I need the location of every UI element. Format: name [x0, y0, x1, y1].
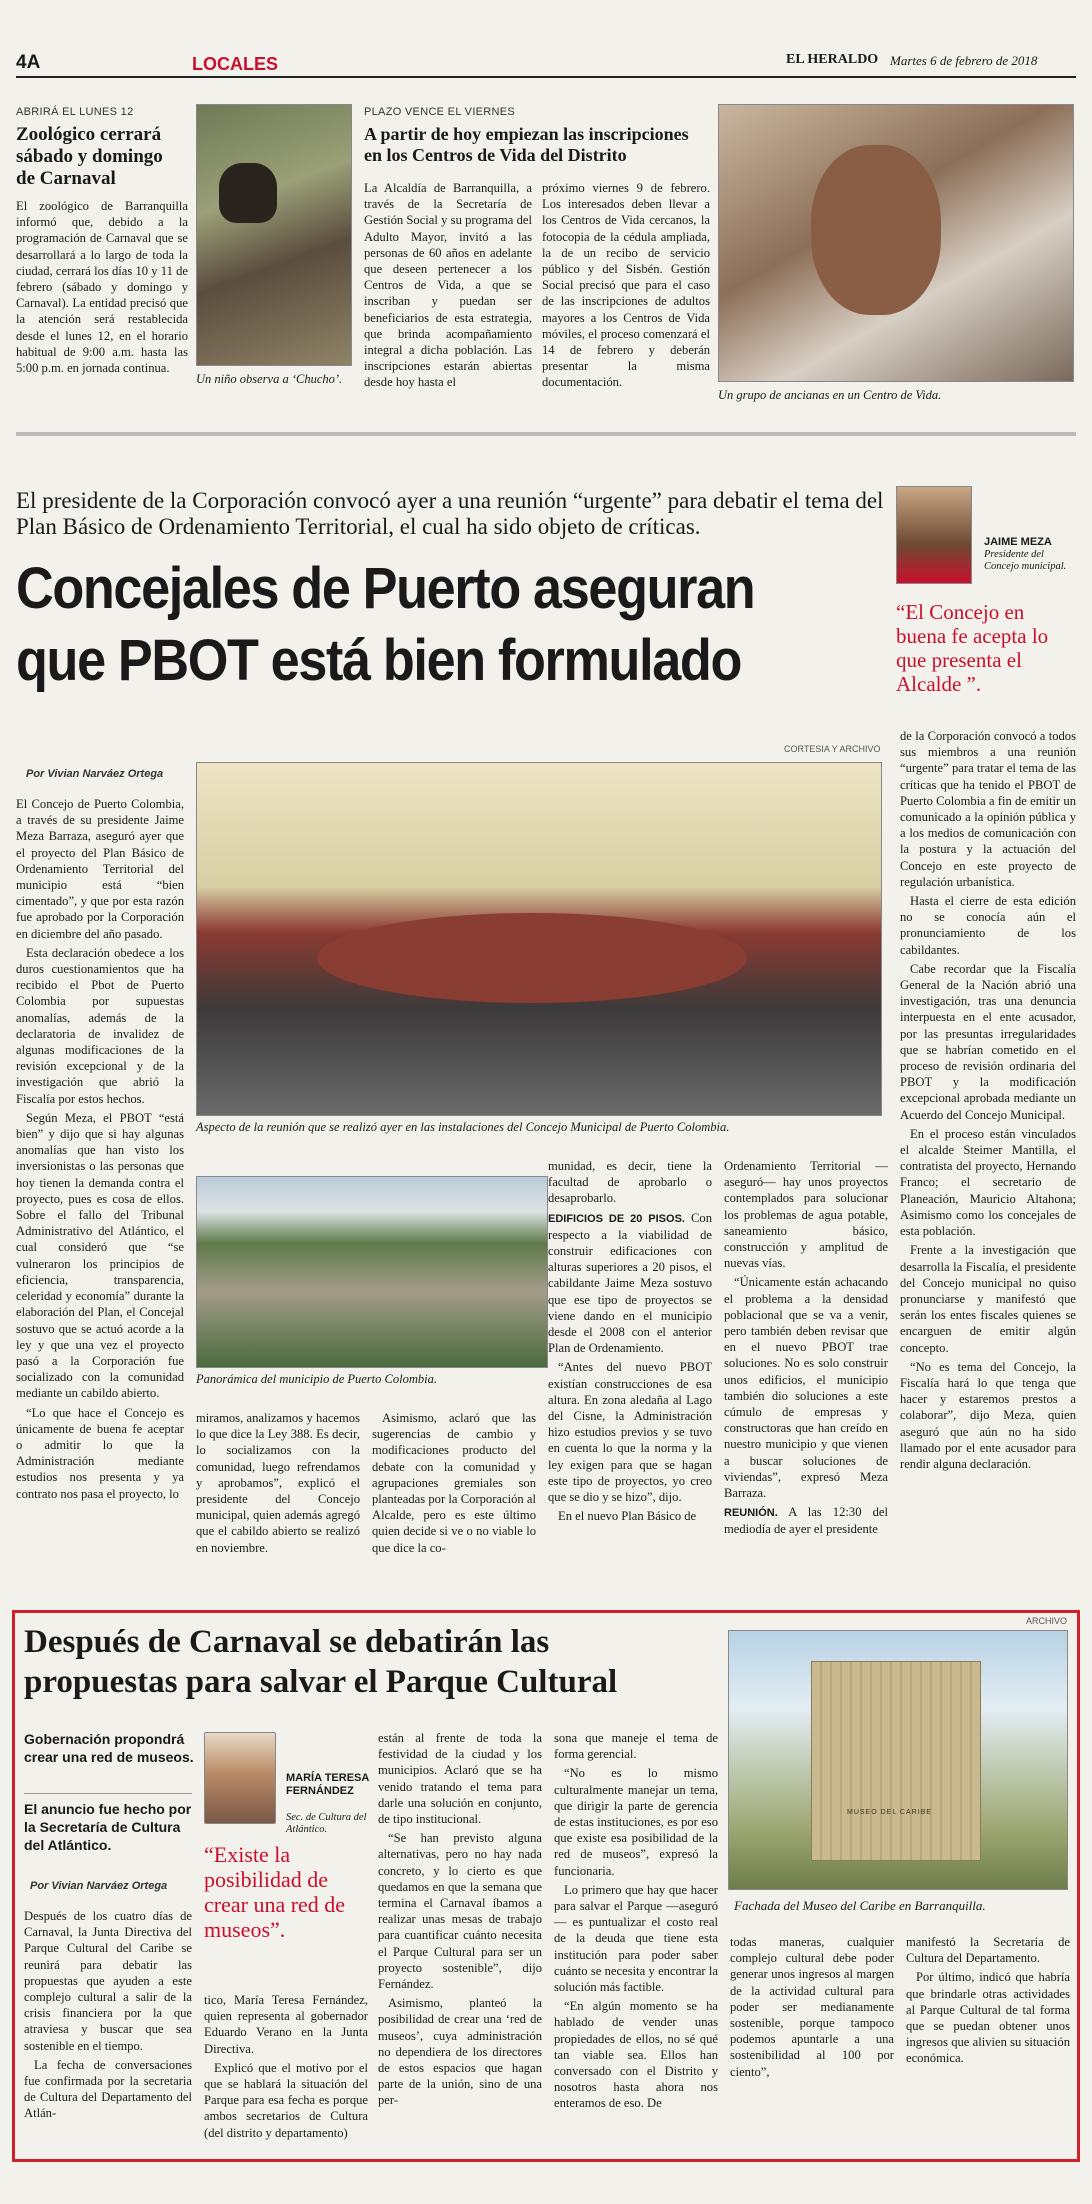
pbot-col6-p5: Frente a la investigación que desarrolla la Fiscalía, el presidente del Concejo municipal no quiso pronunciarse y manifestó que serán los entes fiscales quienes se encarguen de emitir algún concepto. [900, 1243, 1076, 1355]
pbot-col5-p1: Ordenamiento Territorial —aseguró— hay unos proyectos contemplados para solucionar los problemas de agua potable, saneamiento básico, construcción y amplitud de nuevas vías. [724, 1159, 888, 1271]
header-rule [16, 76, 1076, 78]
woman-face-shape [811, 145, 941, 315]
parque-col5-p1: todas maneras, cualquier complejo cultural debe poder generar unos ingresos al margen de la actividad cultural para poder ser medianamente sostenible, porque tampoco podemos apuntarle a una sostenibilidad al 100 por ciento”, [730, 1935, 894, 2079]
parque-summary-1: Gobernación propondrá crear una red de museos. [24, 1731, 194, 1765]
parque-col6-p1: manifestó la Secretaria de Cultura del Departamento. [906, 1935, 1070, 1966]
vida-headline: A partir de hoy empiezan las inscripciones en los Centros de Vida del Distrito [364, 124, 689, 165]
page-number: 4A [16, 52, 41, 73]
pbot-headline-line1: Concejales de Puerto aseguran [16, 556, 755, 621]
issue-date: Martes 6 de febrero de 2018 [890, 53, 1038, 68]
parque-col4-p2: “No es lo mismo culturalmente manejar un tema, que dirigir la parte de gerencia de estas instituciones, es por eso que existe esa posibilidad de la red de museos”, expresó la funcionaria. [554, 1766, 718, 1878]
parque-summary-2: El anuncio fue hecho por la Secretaría de Cultura del Atlántico. [24, 1801, 192, 1853]
pbot-col4 [548, 1158, 712, 1527]
pbot-col6-p1: de la Corporación convocó a todos sus miembros a una reunión “urgente” para tratar el tema de las críticas que ha tenido el PBOT de Puerto Colombia a fin de emitir un comunicado a la opinión pública y a los medios de comunicación con la postura y la actuación del Concejo en este proyecto de regulación urbanística. [900, 729, 1076, 889]
panorama-caption: Panorámica del municipio de Puerto Colombia. [196, 1372, 437, 1386]
museo-photo [728, 1630, 1068, 1890]
parque-summary-rule [24, 1793, 192, 1794]
parque-col2 [204, 1992, 368, 2144]
pbot-col3 [372, 1410, 536, 1559]
pbot-col5-p3: A las 12:30 del mediodía de ayer el presidente [724, 1505, 888, 1537]
parque-col6 [906, 1934, 1070, 2070]
parque-col3-p2: “Se han previsto alguna alternativas, pero no hay nada concreto, y lo cierto es que quedamos en que la semana que termina el Carnaval íbamos a realizar unas mesas de trabajo para cuantificar cuánto necesita el Parque Cultural para ser un proyecto sostenible”, dijo Fernández. [378, 1831, 542, 1992]
pbot-col1-p4: “Lo que hace el Concejo es únicamente de buena fe aceptar o admitir lo que la Administración mediante estudios nos presenta y ya contrato nos pasa el proyecto, lo [16, 1405, 184, 1501]
parque-headline-line1: Después de Carnaval se debatirán las [24, 1624, 550, 1660]
parque-col3 [378, 1730, 542, 2112]
parque-col4 [554, 1730, 718, 2115]
maria-teresa-quote: “Existe la posibilidad de crear una red de museos”. [204, 1842, 346, 1942]
zoo-headline: Zoológico cerrará sábado y domingo de Carnaval [16, 124, 163, 189]
panorama-photo [196, 1176, 548, 1368]
council-table-shape [317, 913, 747, 1003]
vida-col2: próximo viernes 9 de febrero. Los interesados deben llevar a los Centros de Vida cercanos, la fotocopia de la cédula ampliada, la de un recibo de servicio público y del Sisbén. Gestión Social precisó que para el caso de las inscripciones de adultos mayores a los Centros de Vida móviles, el proceso comenzará el 14 de febrero y deberán presentar la misma documentación. [542, 181, 710, 390]
maria-teresa-portrait [204, 1732, 276, 1824]
parque-col4-p1: sona que maneje el tema de forma gerencial. [554, 1731, 718, 1762]
pbot-col1-p3: Según Meza, el PBOT “está bien” y dijo que si hay algunas anomalías que han visto los inversionistas o las personas que hoy tienen la demanda contra el proyecto, pues es cosa de ellos. Sobre el fallo del Tribunal Administrativo del Atlántico, el cual consideró que “se vulneraron los principios de eficiencia, transparencia, celeridad y economía” durante la elaboración del Plan, el Concejal sostuvo que se actuó acorde a la ley y que una vez el proyecto pasó a la Corporación fue socializado con la comunidad mediante un cabildo abierto. [16, 1110, 184, 1401]
pbot-photo-credit: CORTESIA Y ARCHIVO [784, 744, 881, 754]
zoo-caption: Un niño observa a ‘Chucho’. [196, 372, 343, 386]
museo-building-shape [811, 1661, 981, 1861]
pbot-col2-p1: miramos, analizamos y hacemos lo que dice la Ley 388. Es decir, lo socializamos con la comunidad, luego refrendamos y aprobamos”, explicó el presidente del Concejo municipal, quien además agregó que el cabildo abierto se realizó en noviembre. [196, 1411, 360, 1555]
jaime-meza-portrait [896, 486, 972, 584]
council-meeting-caption: Aspecto de la reunión que se realizó ayer en las instalaciones del Concejo Municipal de Puerto Colombia. [196, 1120, 730, 1134]
jaime-meza-role: Presidente del Concejo municipal. [984, 549, 1067, 572]
pbot-col6-p6: “No es tema del Concejo, la Fiscalía hará lo que tenga que hacer y estaremos prestos a colaborar”, dijo Meza, quien aseguró que aún no ha sido llamado por el ente acusador para rendir alguna declaración. [900, 1359, 1076, 1471]
parque-byline: Por Vivian Narváez Ortega [30, 1880, 168, 1892]
parque-col3-p3: Asimismo, planteó la posibilidad de crear una ‘red de museos’, cuya administración no dependiera de los directores de estos espacios que hagan parte de la unión, sino de una per- [378, 1996, 542, 2108]
pbot-col4-p4: En el nuevo Plan Básico de [558, 1509, 697, 1524]
parque-headline-line2: propuestas para salvar el Parque Cultural [24, 1664, 618, 1700]
maria-teresa-role: Sec. de Cultura del Atlántico. [286, 1812, 367, 1835]
pbot-col4-p1: munidad, es decir, tiene la facultad de aprobarlo o desaprobarlo. [548, 1159, 712, 1206]
pbot-col6-p4: En el proceso están vinculados el alcalde Steimer Mantilla, el contratista del proyecto, Hernando Franco; el secretario de Planeación, Mauricio Altahona; Asimismo como los concejales de esta población. [900, 1126, 1076, 1239]
pbot-col1-p1: El Concejo de Puerto Colombia, a través de su presidente Jaime Meza Barraza, aseguró ayer que el proyecto del Plan Básico de Ordenamiento Territorial del municipio está “bien cimentado”, y que por esta razón fue aprobado por la Corporación en diciembre del año pasado. [16, 797, 184, 941]
pbot-col1-p2: Esta declaración obedece a los duros cuestionamientos que ha recibido el Pbot de Puerto Colombia por supuestas anomalías, además de la declaratoria de invalidez de algunas modificaciones de la revisión excepcional y de la investigación que abrió la Fiscalía por estos hechos. [16, 945, 184, 1106]
pbot-col6-p3: Cabe recordar que la Fiscalía General de la Nación abrió una investigación, tras una denuncia interpuesta en el ente acusador, por las presuntas irregularidades que se habrían cometido en el proceso de revisión ordinaria del PBOT y la modificación excepcional aprobada mediante un Acuerdo del Concejo Municipal. [900, 961, 1076, 1122]
parque-col4-p4: “En algún momento se ha hablado de vender unas propiedades de ellos, no sé qué tan viable sea. Ellos han conversado con el Distrito y nosotros hasta ahora nos enteramos de eso. De [554, 1999, 718, 2111]
pbot-col5-p2: “Únicamente están achacando el problema a la densidad poblacional que se va a venir, pero también deben revisar que en el nuevo PBOT trae soluciones. No es solo construir unos edificios, el municipio también dio soluciones a este cúmulo de empresas y constructoras que han creído en nuestro municipio y que vienen a buscar soluciones de viviendas”, expresó Meza Barraza. [724, 1275, 888, 1501]
pbot-deck: El presidente de la Corporación convocó ayer a una reunión “urgente” para debatir el tema del Plan Básico de Ordenamiento Territorial, el cual ha sido objeto de críticas. [16, 488, 884, 539]
parque-col2-p2: Explicó que el motivo por el que se hablará la situación del Parque para esa fecha es porque ambos secretarios de Cultura (del distrito y departamento) [204, 2060, 368, 2140]
parque-col6-p2: Por último, indicó que habría que brindarle otras actividades al Parque Cultural de tal forma que se puedan obtener unos ingresos que alivien su situación económica. [906, 1970, 1070, 2066]
vida-photo [718, 104, 1074, 382]
parque-col5 [730, 1934, 894, 2083]
pbot-col4-p2: Con respecto a la viabilidad de construir edificaciones con alturas superiores a 20 pisos, el cabildante Jaime Meza sostuvo que ese tipo de proyectos se viene dando en el municipio desde el 2008 con el anterior Plan de Ordenamiento. [548, 1210, 712, 1356]
pbot-col1 [16, 796, 184, 1505]
parque-col1-p2: La fecha de conversaciones fue confirmada por la secretaria de Cultura del Departamento del Atlán- [24, 2057, 192, 2121]
pbot-col6 [900, 728, 1076, 1475]
pbot-col5-subhead: REUNIÓN. [724, 1507, 778, 1520]
zoo-body: El zoológico de Barranquilla informó que, debido a la programación de Carnaval que se desarrollará a lo largo de toda la ciudad, cerrará los días 10 y 11 de febrero (sábado y domingo y Carnaval). La entidad precisó que la atención será restablecida desde el lunes 12, en el horario habitual de 9:00 a.m. hasta las 5:00 p.m. en jornada continua. [16, 199, 188, 376]
pbot-col3-p1: Asimismo, aclaró que las sugerencias de cambio y modificaciones producto del debate con la comunidad y agrupaciones gremiales son planteadas por la Corporación al Alcalde, pero es este último quien decide si ve o no viable lo que dice la co- [372, 1411, 536, 1555]
pbot-col4-subhead: EDIFICIOS DE 20 PISOS. [548, 1212, 685, 1225]
top-section-rule [16, 432, 1076, 436]
section-name: LOCALES [192, 54, 279, 74]
parque-col2-p1: tico, María Teresa Fernández, quien representa al gobernador Eduardo Verano en la Junta Directiva. [204, 1993, 368, 2056]
parque-col1-p1: Después de los cuatro días de Carnaval, la Junta Directiva del Parque Cultural del Caribe se reunirá para debatir las propuestas que ayuden a este complejo cultural a salir de la crisis financiera por la que atraviesa y buscar que sea sostenible en el tiempo. [24, 1909, 192, 2053]
vida-caption: Un grupo de ancianas en un Centro de Vida. [718, 388, 942, 402]
parque-col4-p3: Lo primero que hay que hacer para salvar el Parque —aseguró— es puntualizar el costo real de la deuda que tiene esta institución para poder saber cuánto se necesita y encontrar la solución más factible. [554, 1882, 718, 1995]
pbot-byline: Por Vivian Narváez Ortega [26, 768, 164, 780]
newspaper-name: EL HERALDO [786, 52, 879, 67]
maria-teresa-name: MARÍA TERESA FERNÁNDEZ [286, 1772, 369, 1797]
pbot-col2 [196, 1410, 360, 1559]
zoo-photo [196, 104, 352, 366]
council-meeting-photo [196, 762, 882, 1116]
pbot-headline-line2: que PBOT está bien formulado [16, 628, 741, 693]
parque-col1 [24, 1908, 192, 2125]
vida-col1: La Alcaldía de Barranquilla, a través de la Secretaría de Gestión Social y su programa del Adulto Mayor, invitó a las personas de 60 años en adelante que deseen pertenecer a los Centros de Vida, a que se inscriban y puedan ser beneficiarios de esta estrategia, que brinda acompañamiento integral a dicha población. Las inscripciones estarán abiertas desde hoy hasta el [364, 181, 532, 390]
zoo-kicker: ABRIRÁ EL LUNES 12 [16, 106, 134, 118]
vida-kicker: PLAZO VENCE EL VIERNES [364, 106, 516, 118]
jaime-meza-name: JAIME MEZA [984, 536, 1052, 548]
pbot-col5 [724, 1158, 888, 1541]
jaime-meza-quote: “El Concejo en buena fe acepta lo que presenta el Alcalde ”. [896, 600, 1049, 696]
museo-caption: Fachada del Museo del Caribe en Barranquilla. [734, 1898, 986, 1913]
pbot-col6-p2: Hasta el cierre de esta edición no se conocía aún el pronunciamiento de los cabildantes. [900, 894, 1076, 957]
museo-sign: MUSEO DEL CARIBE [847, 1809, 932, 1816]
parque-photo-credit: ARCHIVO [1026, 1616, 1068, 1626]
parque-col3-p1: están al frente de toda la festividad de la ciudad y los municipios. Aclaró que se ha venido tratando el tema para darle una solución en conjunto, de tipo institucional. [378, 1731, 542, 1827]
bear-shape [219, 163, 277, 223]
pbot-col4-p3: “Antes del nuevo PBOT existían construcciones de esa altura. En zona aledaña al Lago del Cisne, la Administración hizo estudios previos y se tuvo en cuenta lo que la norma y la ley exigen para que se hagan este tipo de proyectos, yo creo que se dio y se hizo”, dijo. [548, 1360, 712, 1505]
